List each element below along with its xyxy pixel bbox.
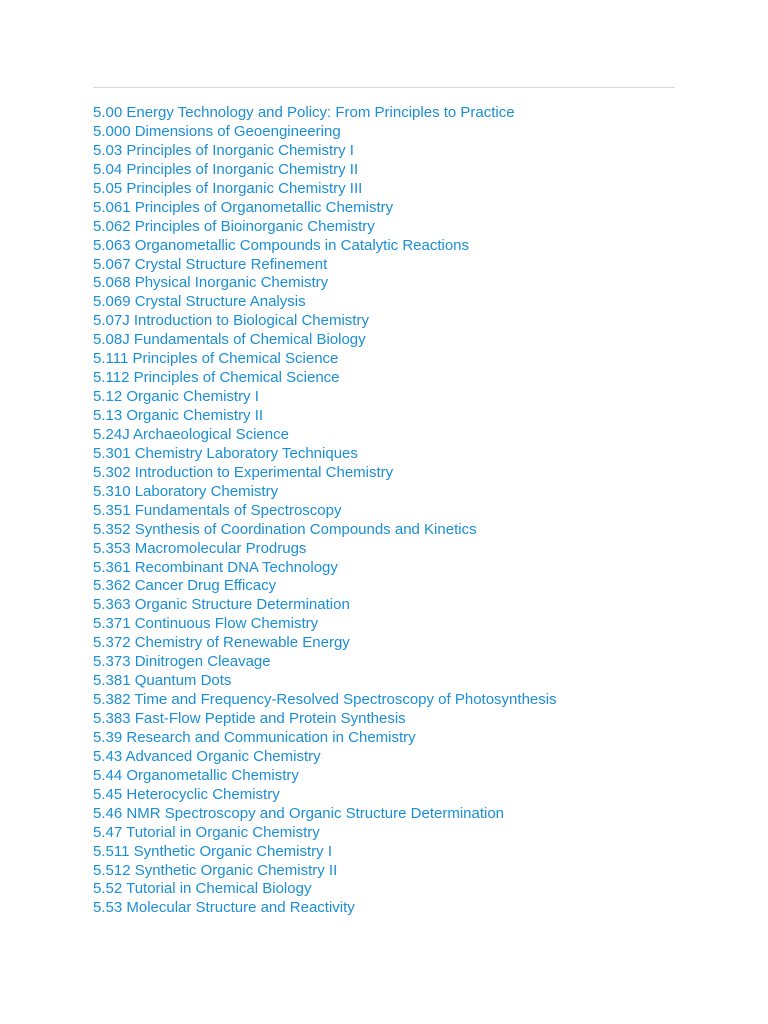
course-link[interactable]: 5.45 Heterocyclic Chemistry: [93, 785, 280, 803]
course-link[interactable]: 5.07J Introduction to Biological Chemistry: [93, 312, 369, 330]
list-item: [93, 862, 557, 881]
course-link[interactable]: 5.381 Quantum Dots: [93, 672, 232, 690]
list-item: [93, 369, 557, 388]
list-item: [93, 331, 557, 350]
course-link[interactable]: 5.05 Principles of Inorganic Chemistry III: [93, 179, 363, 197]
course-link[interactable]: 5.112 Principles of Chemical Science: [93, 369, 340, 387]
list-item: [93, 672, 557, 691]
list-item: [93, 274, 557, 293]
list-item: [93, 521, 557, 540]
course-link[interactable]: 5.52 Tutorial in Chemical Biology: [93, 880, 312, 898]
course-link[interactable]: 5.061 Principles of Organometallic Chemistry: [93, 198, 394, 216]
list-item: [93, 104, 557, 123]
course-link[interactable]: 5.363 Organic Structure Determination: [93, 596, 350, 614]
list-item: [93, 445, 557, 464]
course-link[interactable]: 5.39 Research and Communication in Chemistry: [93, 728, 416, 746]
list-item: [93, 596, 557, 615]
course-link[interactable]: 5.383 Fast-Flow Peptide and Protein Synthesis: [93, 710, 406, 727]
list-item: [93, 559, 557, 578]
course-link[interactable]: 5.000 Dimensions of Geoengineering: [93, 122, 341, 140]
course-link[interactable]: 5.08J Fundamentals of Chemical Biology: [93, 331, 366, 349]
course-link[interactable]: 5.063 Organometallic Compounds in Catalytic Reactions: [93, 236, 470, 254]
course-link[interactable]: 5.43 Advanced Organic Chemistry: [93, 747, 321, 765]
course-link[interactable]: 5.12 Organic Chemistry I: [93, 388, 259, 406]
list-item: [93, 161, 557, 180]
list-item: [93, 843, 557, 862]
list-item: [93, 293, 557, 312]
list-item: [93, 748, 557, 767]
list-item: [93, 350, 557, 369]
list-item: [93, 426, 557, 445]
course-link[interactable]: 5.24J Archaeological Science: [93, 425, 289, 443]
list-item: [93, 407, 557, 426]
list-item: [93, 899, 557, 918]
list-item: [93, 824, 557, 843]
list-item: [93, 653, 557, 672]
course-link[interactable]: 5.353 Macromolecular Prodrugs: [93, 539, 307, 557]
list-item: [93, 142, 557, 161]
list-item: [93, 483, 557, 502]
course-link[interactable]: 5.067 Crystal Structure Refinement: [93, 255, 328, 273]
list-item: [93, 464, 557, 483]
course-link[interactable]: 5.03 Principles of Inorganic Chemistry I: [93, 141, 354, 159]
list-item: [93, 767, 557, 786]
course-link[interactable]: 5.44 Organometallic Chemistry: [93, 766, 299, 784]
list-item: [93, 729, 557, 748]
list-item: [93, 786, 557, 805]
course-link[interactable]: 5.04 Principles of Inorganic Chemistry II: [93, 160, 359, 178]
list-item: [93, 388, 557, 407]
course-link[interactable]: 5.351 Fundamentals of Spectroscopy: [93, 501, 342, 519]
list-item: [93, 218, 557, 237]
list-item: [93, 237, 557, 256]
course-link[interactable]: 5.47 Tutorial in Organic Chemistry: [93, 823, 320, 841]
course-link[interactable]: 5.111 Principles of Chemical Science: [93, 350, 339, 368]
course-link[interactable]: 5.352 Synthesis of Coordination Compounds and Kinetics: [93, 520, 477, 538]
course-link[interactable]: 5.511 Synthetic Organic Chemistry I: [93, 842, 332, 860]
course-link[interactable]: 5.068 Physical Inorganic Chemistry: [93, 274, 329, 292]
course-link[interactable]: 5.512 Synthetic Organic Chemistry II: [93, 861, 338, 879]
list-item: [93, 710, 557, 729]
course-link[interactable]: 5.46 NMR Spectroscopy and Organic Structure Determination: [93, 804, 505, 822]
list-item: [93, 312, 557, 331]
course-link[interactable]: 5.372 Chemistry of Renewable Energy: [93, 634, 350, 652]
course-link[interactable]: 5.373 Dinitrogen Cleavage: [93, 653, 271, 671]
list-item: [93, 180, 557, 199]
list-item: [93, 634, 557, 653]
list-item: [93, 540, 557, 559]
list-item: [93, 615, 557, 634]
list-item: [93, 880, 557, 899]
course-link[interactable]: 5.062 Principles of Bioinorganic Chemistry: [93, 217, 375, 235]
course-link[interactable]: 5.53 Molecular Structure and Reactivity: [93, 899, 355, 917]
course-link[interactable]: 5.13 Organic Chemistry II: [93, 407, 264, 424]
list-item: [93, 199, 557, 218]
list-item: [93, 123, 557, 142]
course-link[interactable]: 5.069 Crystal Structure Analysis: [93, 293, 306, 311]
course-link[interactable]: 5.302 Introduction to Experimental Chemistry: [93, 463, 394, 481]
top-divider: [93, 87, 675, 88]
course-link[interactable]: 5.361 Recombinant DNA Technology: [93, 558, 338, 576]
list-item: [93, 577, 557, 596]
course-link[interactable]: 5.362 Cancer Drug Efficacy: [93, 577, 277, 595]
course-link[interactable]: 5.371 Continuous Flow Chemistry: [93, 615, 319, 633]
course-list: [93, 104, 557, 918]
list-item: [93, 691, 557, 710]
course-link[interactable]: 5.310 Laboratory Chemistry: [93, 482, 279, 500]
list-item: [93, 805, 557, 824]
list-item: [93, 502, 557, 521]
list-item: [93, 256, 557, 275]
course-link[interactable]: 5.382 Time and Frequency-Resolved Spectroscopy of Photosynthesis: [93, 691, 557, 709]
course-link[interactable]: 5.00 Energy Technology and Policy: From Principles to Practice: [93, 104, 515, 121]
course-link[interactable]: 5.301 Chemistry Laboratory Techniques: [93, 444, 358, 462]
